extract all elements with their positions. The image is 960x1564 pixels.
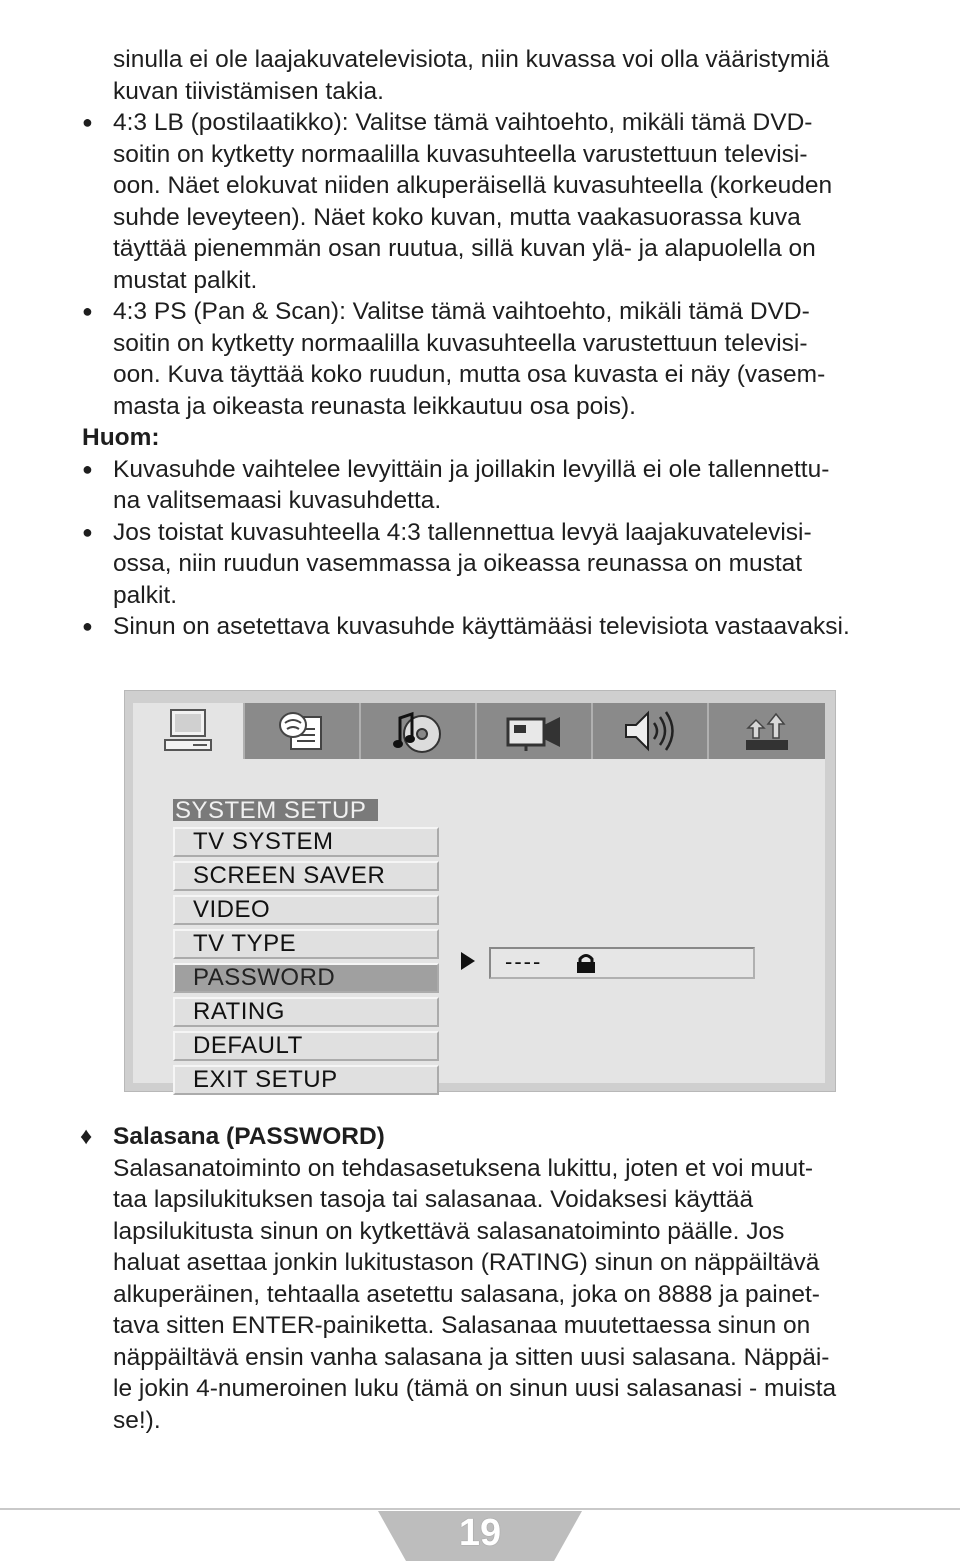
setup-menu-screen (124, 690, 836, 1092)
preference-icon (742, 708, 792, 754)
setup-tab-bar (133, 703, 825, 759)
tab-language[interactable] (245, 703, 361, 759)
diamond-bullet-icon: ♦ (80, 1123, 93, 1150)
text-line: masta ja oikeasta reunasta leikkautuu osa pois). (113, 392, 636, 420)
text-line: soitin on kytketty normaalilla kuvasuhteella varustettuun televisi- (113, 329, 808, 357)
bullet-item (0, 107, 958, 139)
body-text-password (0, 1121, 958, 1436)
text-line: haluat asettaa jonkin lukitustason (RATING) sinun on näppäiltävä (113, 1249, 820, 1276)
menu-item-tv-type[interactable]: TV TYPE (173, 929, 439, 959)
setup-menu-list (173, 827, 439, 1099)
text-line: tava sitten ENTER-painiketta. Salasanaa muutettaessa sinun on (113, 1312, 811, 1339)
text-line: lapsilukitusta sinun on kytkettävä salasanatoiminto päälle. Jos (113, 1217, 785, 1245)
text-line: Sinun on asetettava kuvasuhde käyttämääsi televisiota vastaavaksi. (113, 613, 850, 640)
tab-speaker[interactable] (593, 703, 709, 759)
page-number: 19 (458, 1512, 502, 1554)
text-line: mustat palkit. (113, 266, 258, 294)
tab-audio[interactable] (361, 703, 477, 759)
text-line: le jokin 4-numeroinen luku (tämä on sinun uusi salasanasi - muista (113, 1375, 837, 1402)
menu-item-video[interactable]: VIDEO (173, 895, 439, 925)
text-line: oon. Kuva täyttää koko ruudun, mutta osa kuvasta ei näy (vasem- (113, 361, 826, 388)
text-line: soitin on kytketty normaalilla kuvasuhteella varustettuun televisi- (113, 140, 808, 168)
system-icon (163, 708, 213, 754)
text-line: oon. Näet elokuvat niiden alkuperäisellä kuvasuhteella (korkeuden (113, 172, 833, 199)
text-line: 4:3 LB (postilaatikko): Valitse tämä vaihtoehto, mikäli tämä DVD- (113, 109, 813, 136)
section-heading: Salasana (PASSWORD) (113, 1123, 385, 1150)
footer-rule (0, 1508, 960, 1510)
lock-icon (575, 953, 597, 973)
bullet-item (0, 454, 958, 486)
text-line: Kuvasuhde vaihtelee levyittäin ja joillakin levyillä ei ole tallennettu- (113, 455, 830, 483)
text-line: 4:3 PS (Pan & Scan): Valitse tämä vaihtoehto, mikäli tämä DVD- (113, 298, 810, 325)
text-line: ossa, niin ruudun vasemmassa ja oikeassa reunassa on mustat (113, 550, 803, 577)
note-heading: Huom: (82, 424, 160, 451)
text-line: palkit. (113, 581, 178, 609)
text-line: taa lapsilukituksen tasoja tai salasanaa. Voidaksesi käyttää (113, 1186, 754, 1213)
text-line: suhde leveyteen). Näet koko kuvan, mutta vaakasuorassa kuva (113, 203, 801, 231)
text-line: täyttää pienemmän osan ruutua, sillä kuvan ylä- ja alapuolella on (113, 235, 816, 262)
video-icon (504, 711, 564, 751)
language-icon (277, 709, 327, 753)
text-line: na valitsemaasi kuvasuhdetta. (113, 487, 442, 514)
text-line: alkuperäinen, tehtaalla asetettu salasana, joka on 8888 ja painet- (113, 1280, 820, 1308)
text-line: kuvan tiivistämisen takia. (113, 77, 384, 105)
text-line: Jos toistat kuvasuhteella 4:3 tallennettua levyä laajakuvatelevisi- (113, 518, 812, 546)
tab-system[interactable] (133, 703, 245, 759)
bullet-item (0, 611, 958, 643)
menu-item-screen-saver[interactable]: SCREEN SAVER (173, 861, 439, 891)
play-arrow-icon (461, 952, 475, 970)
menu-item-tv-system[interactable]: TV SYSTEM (173, 827, 439, 857)
bullet-item (0, 517, 958, 549)
section-heading-row (0, 1121, 958, 1153)
text-line: sinulla ei ole laajakuvatelevisiota, niin kuvassa voi olla vääristymiä (113, 46, 830, 73)
bullet-icon: ● (82, 458, 93, 479)
menu-item-password[interactable]: PASSWORD (173, 963, 439, 993)
tab-video[interactable] (477, 703, 593, 759)
bullet-icon: ● (82, 301, 93, 321)
password-value: ---- (505, 949, 543, 974)
password-field[interactable] (489, 947, 755, 979)
bullet-icon: ● (82, 521, 93, 542)
setup-menu-panel (133, 703, 825, 1093)
menu-title: SYSTEM SETUP (173, 799, 378, 821)
speaker-icon (622, 709, 678, 753)
text-line: näppäiltävä ensin vanha salasana ja sitten uusi salasana. Näppäi- (113, 1343, 830, 1371)
menu-item-default[interactable]: DEFAULT (173, 1031, 439, 1061)
bullet-item (0, 296, 958, 328)
text-line: se!). (113, 1406, 161, 1434)
menu-item-exit-setup[interactable]: EXIT SETUP (173, 1065, 439, 1095)
tab-preference[interactable] (709, 703, 825, 759)
bullet-icon: ● (82, 112, 93, 132)
audio-disc-icon (392, 708, 444, 754)
menu-item-rating[interactable]: RATING (173, 997, 439, 1027)
text-line: Salasanatoiminto on tehdasasetuksena lukittu, joten et voi muut- (113, 1154, 814, 1182)
body-text-top (0, 44, 958, 643)
bullet-icon: ● (82, 616, 93, 636)
